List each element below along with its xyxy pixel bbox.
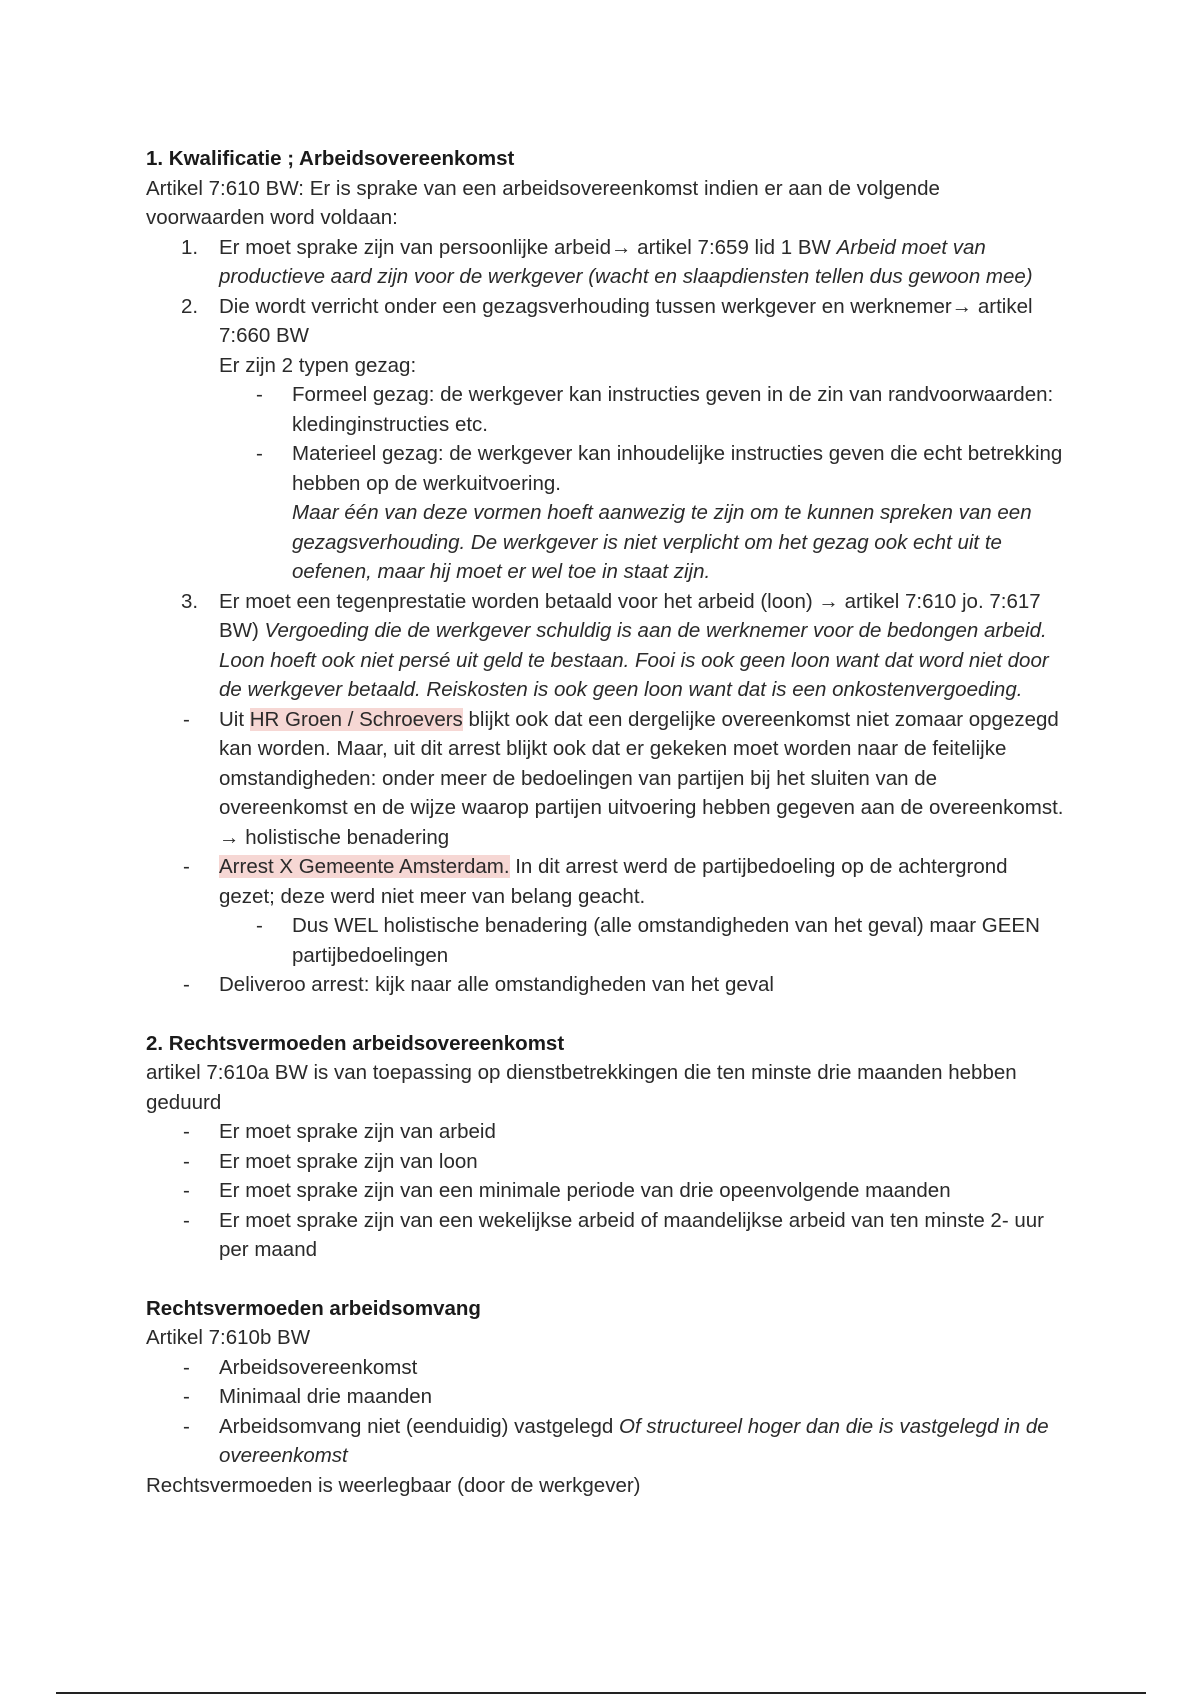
bullet-text: Minimaal drie maanden bbox=[219, 1385, 433, 1408]
spacer bbox=[146, 1265, 1066, 1294]
section-2-intro: artikel 7:610a BW is van toepassing op dienstbetrekkingen die ten minste drie maanden hebben geduurd bbox=[146, 1061, 1017, 1114]
list-number: 3. bbox=[181, 589, 199, 613]
list-item bbox=[146, 1382, 1066, 1412]
section-2-title: 2. Rechtsvermoeden arbeidsovereenkomst bbox=[146, 1031, 565, 1055]
bullet-text: Er moet sprake zijn van een minimale periode van drie opeenvolgende maanden bbox=[219, 1179, 951, 1202]
bullet-text: Arbeidsovereenkomst bbox=[219, 1355, 418, 1379]
section-1-title: 1. Kwalificatie ; Arbeidsovereenkomst bbox=[146, 147, 515, 170]
bullet-dash: - bbox=[183, 1120, 190, 1143]
list-item bbox=[146, 1412, 1066, 1471]
bullet-dash: - bbox=[256, 383, 263, 406]
bullet-text: Formeel gezag: de werkgever kan instructies geven in de zin van randvoorwaarden: kledinginstructies etc. bbox=[292, 383, 1054, 436]
case-highlight: Arrest X Gemeente Amsterdam. bbox=[219, 855, 510, 878]
section-3-intro: Artikel 7:610b BW bbox=[146, 1326, 311, 1349]
list-item-text: Die wordt verricht onder een gezagsverhouding tussen werkgever en werknemer→ artikel 7:660 BW bbox=[219, 294, 1033, 347]
bullet-dash: - bbox=[183, 1149, 190, 1173]
list-item bbox=[146, 1353, 1066, 1383]
holistic-sub-item bbox=[146, 911, 1066, 970]
gezag-types-label: Er zijn 2 typen gezag: bbox=[219, 353, 417, 377]
gezag-materieel bbox=[146, 439, 1066, 498]
case-highlight: HR Groen / Schroevers bbox=[249, 707, 463, 731]
deliveroo-item bbox=[146, 970, 1066, 1000]
bullet-text-pre: Uit bbox=[219, 707, 250, 731]
spacer bbox=[146, 1000, 1066, 1029]
bullet-text-post: blijkt ook dat een dergelijke overeenkomst niet zomaar opgezegd kan worden. Maar, uit dit arrest blijkt ook dat er gekeken moet worden naar de feitelijke omstandigheden: onder meer de bedoelingen van partijen bij het sluiten van de overeenkomst en de wijze waarop partijen uitvoering hebben gegeven aan de overeenkomst. → holistische benadering bbox=[219, 707, 1064, 849]
footer-divider bbox=[56, 1692, 1146, 1694]
bullet-text: Er moet sprake zijn van loon bbox=[219, 1149, 478, 1173]
list-number: 2. bbox=[181, 294, 199, 318]
bullet-dash: - bbox=[183, 855, 190, 878]
section-1-intro-line-2: voorwaarden word voldaan: bbox=[146, 206, 398, 229]
list-item bbox=[146, 1206, 1066, 1265]
bullet-text: Deliveroo arrest: kijk naar alle omstandigheden van het geval bbox=[219, 973, 774, 996]
document-page bbox=[146, 144, 1066, 1500]
bullet-text: Er moet sprake zijn van arbeid bbox=[219, 1120, 496, 1143]
groen-schroevers-item bbox=[146, 705, 1066, 853]
list-item-note: Vergoeding die de werkgever schuldig is aan de werknemer voor de bedongen arbeid. Loon hoeft ook niet persé uit geld te bestaan. Fooi is ook geen loon want dat word niet door de werkgever betaald. Reiskosten is ook geen loon want dat is een onkostenvergoeding. bbox=[219, 619, 1049, 701]
bullet-note: Of structureel hoger dan die is vastgelegd in de overeenkomst bbox=[219, 1414, 1049, 1467]
gemeente-amsterdam-item bbox=[146, 852, 1066, 911]
bullet-text: Materieel gezag: de werkgever kan inhoudelijke instructies geven die echt betrekking hebben op de werkuitvoering. bbox=[292, 442, 1063, 495]
list-item-note: Arbeid moet van productieve aard zijn voor de werkgever (wacht en slaapdiensten tellen dus gewoon mee) bbox=[219, 235, 1033, 288]
section-3-outro: Rechtsvermoeden is weerlegbaar (door de werkgever) bbox=[146, 1473, 641, 1497]
bullet-text: Er moet sprake zijn van een wekelijkse arbeid of maandelijkse arbeid van ten minste 2- uur per maand bbox=[219, 1208, 1044, 1261]
list-item-3 bbox=[146, 587, 1066, 705]
gezag-formeel bbox=[146, 380, 1066, 439]
bullet-dash: - bbox=[256, 914, 263, 937]
list-item bbox=[146, 1176, 1066, 1206]
section-3-title: Rechtsvermoeden arbeidsomvang bbox=[146, 1296, 481, 1320]
bullet-text: Dus WEL holistische benadering (alle omstandigheden van het geval) maar GEEN partijbedoelingen bbox=[292, 914, 1040, 967]
bullet-dash: - bbox=[183, 1355, 190, 1379]
bullet-dash: - bbox=[183, 1385, 190, 1408]
bullet-dash: - bbox=[183, 973, 190, 996]
list-number: 1. bbox=[181, 235, 199, 259]
bullet-dash: - bbox=[183, 1179, 190, 1202]
section-1-intro-line-1: Artikel 7:610 BW: Er is sprake van een arbeidsovereenkomst indien er aan de volgende bbox=[146, 176, 940, 200]
gezag-note: Maar één van deze vormen hoeft aanwezig te zijn om te kunnen spreken van een gezagsverhouding. De werkgever is niet verplicht om het gezag ook echt uit te oefenen, maar hij moet er wel toe in staat zijn. bbox=[292, 501, 1032, 583]
list-item-text: Er moet sprake zijn van persoonlijke arbeid→ artikel 7:659 lid 1 BW bbox=[219, 235, 837, 259]
list-item bbox=[146, 1147, 1066, 1177]
list-item-text: Er moet een tegenprestatie worden betaald voor het arbeid (loon) → artikel 7:610 jo. 7:617 BW) bbox=[219, 589, 1041, 642]
bullet-dash: - bbox=[183, 1414, 190, 1438]
list-item-2 bbox=[146, 292, 1066, 351]
bullet-dash: - bbox=[183, 1208, 190, 1232]
bullet-dash: - bbox=[183, 707, 190, 731]
list-item bbox=[146, 1117, 1066, 1147]
bullet-text: Arbeidsomvang niet (eenduidig) vastgelegd bbox=[219, 1414, 620, 1438]
list-item-1 bbox=[146, 233, 1066, 292]
bullet-text-post: In dit arrest werd de partijbedoeling op de achtergrond gezet; deze werd niet meer van belang geacht. bbox=[219, 855, 1008, 908]
bullet-dash: - bbox=[256, 442, 263, 465]
